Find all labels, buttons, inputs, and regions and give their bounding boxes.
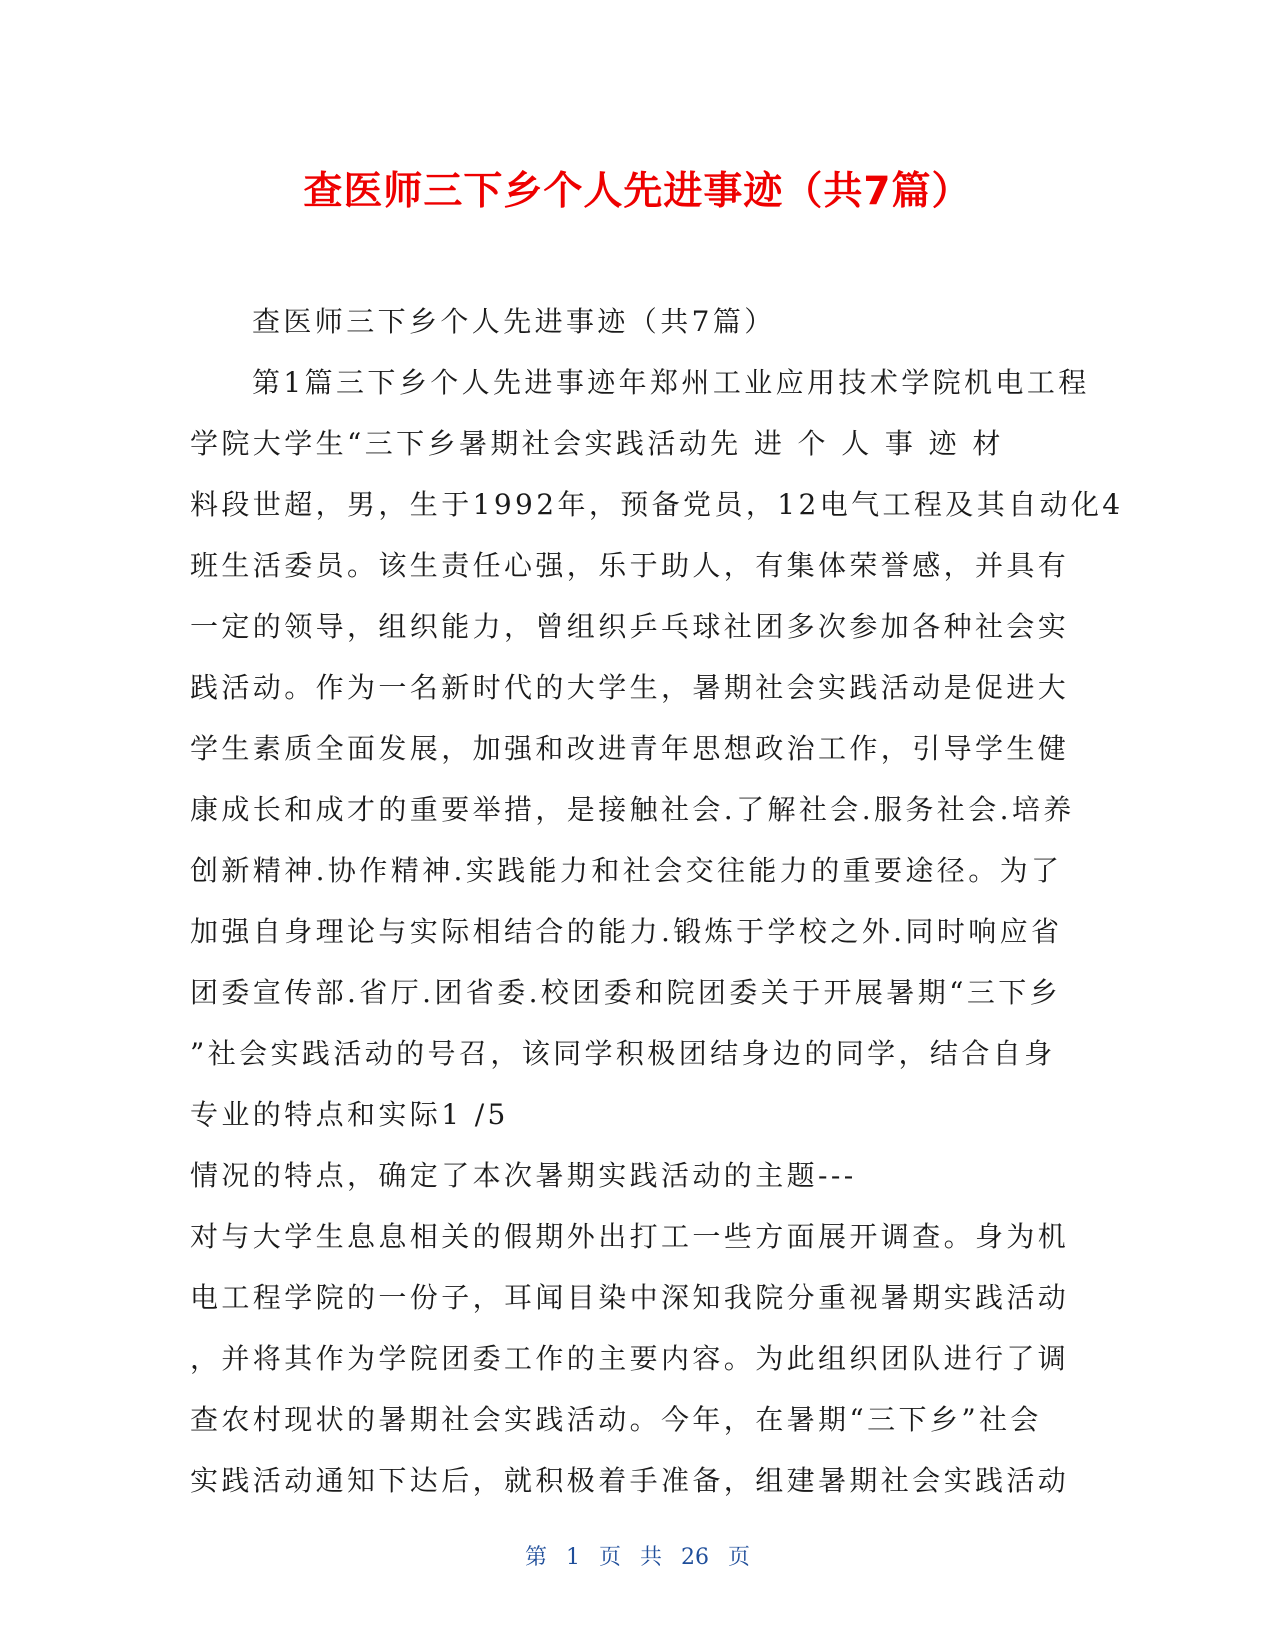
body-line: 践活动。作为一名新时代的大学生，暑期社会实践活动是促进大 [190, 671, 1070, 704]
body-line: 查医师三下乡个人先进事迹（共7篇） [252, 305, 776, 338]
body-line: 第1篇三下乡个人先进事迹年郑州工业应用技术学院机电工程 [252, 366, 1090, 399]
body-line: 康成长和成才的重要举措，是接触社会.了解社会.服务社会.培养 [190, 793, 1075, 826]
body-line: ，并将其作为学院团委工作的主要内容。为此组织团队进行了调 [190, 1342, 1070, 1375]
body-line: 料段世超，男，生于1992年，预备党员，12电气工程及其自动化4 [190, 488, 1124, 521]
body-line: 学院大学生“三下乡暑期社会实践活动先 进 个 人 事 迹 材 [190, 427, 1004, 460]
document-body [190, 296, 1124, 1516]
body-line: 团委宣传部.省厅.团省委.校团委和院团委关于开展暑期“三下乡 [190, 976, 1062, 1009]
body-line: 电工程学院的一份子，耳闻目染中深知我院分重视暑期实践活动 [190, 1281, 1070, 1314]
body-line: ”社会实践活动的号召，该同学积极团结身边的同学，结合自身 [190, 1037, 1056, 1070]
body-line: 专业的特点和实际1 /5 [190, 1098, 509, 1131]
body-line: 情况的特点，确定了本次暑期实践活动的主题--- [190, 1159, 857, 1192]
body-line: 对与大学生息息相关的假期外出打工一些方面展开调查。身为机 [190, 1220, 1070, 1253]
body-line: 加强自身理论与实际相结合的能力.锻炼于学校之外.同时响应省 [190, 915, 1063, 948]
body-line: 学生素质全面发展，加强和改进青年思想政治工作，引导学生健 [190, 732, 1070, 765]
body-line: 创新精神.协作精神.实践能力和社会交往能力的重要途径。为了 [190, 854, 1063, 887]
body-line: 查农村现状的暑期社会实践活动。今年，在暑期“三下乡”社会 [190, 1403, 1042, 1436]
document-title: 查医师三下乡个人先进事迹（共7篇） [303, 169, 972, 214]
body-line: 实践活动通知下达后，就积极着手准备，组建暑期社会实践活动 [190, 1464, 1070, 1497]
body-line: 班生活委员。该生责任心强，乐于助人，有集体荣誉感，并具有 [190, 549, 1070, 582]
body-line: 一定的领导，组织能力，曾组织乒乓球社团多次参加各种社会实 [190, 610, 1070, 643]
page-number-footer: 第 1 页 共 26 页 [525, 1545, 750, 1570]
